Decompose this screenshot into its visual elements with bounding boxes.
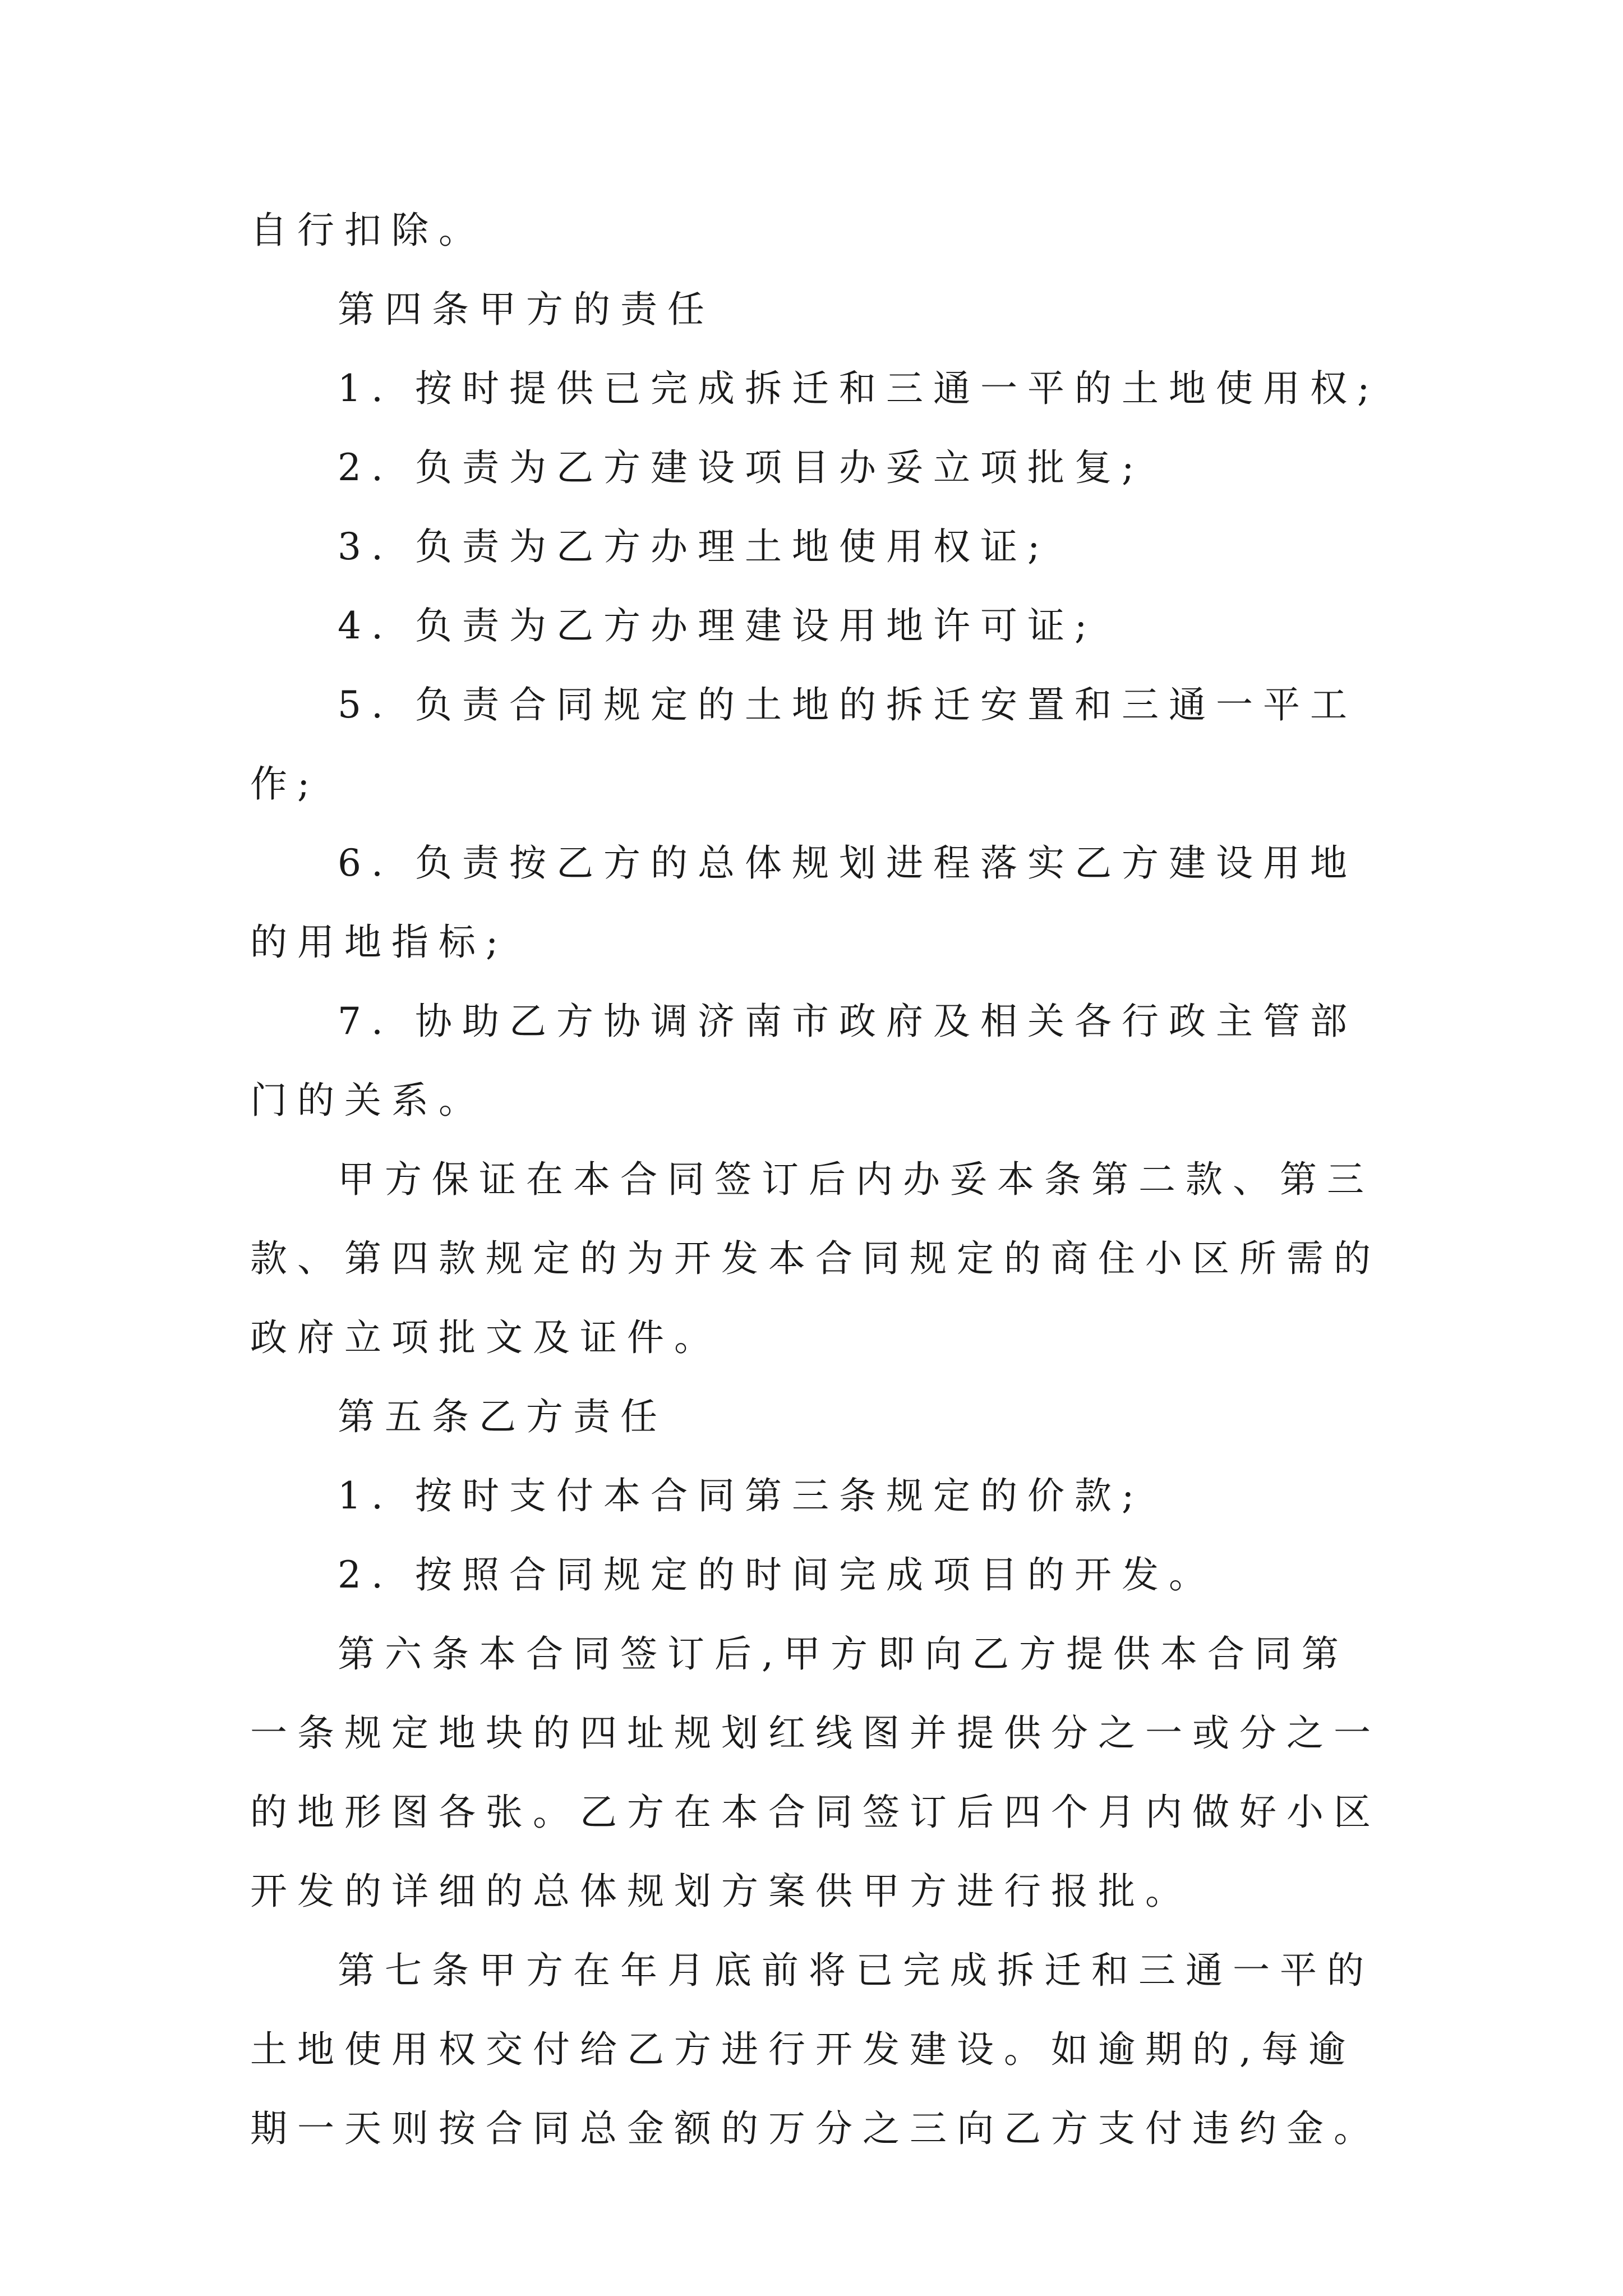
article-4-item-7: 7. 协助乙方协调济南市政府及相关各行政主管部门的关系。 bbox=[250, 1000, 1357, 1122]
article-5-item-1: 1. 按时支付本合同第三条规定的价款; bbox=[338, 1474, 1145, 1517]
article-4-item-4: 4. 负责为乙方办理建设用地许可证; bbox=[338, 604, 1098, 647]
article-5-heading: 第五条乙方责任 bbox=[338, 1395, 667, 1438]
article-4-guarantee: 甲方保证在本合同签订后内办妥本条第二款、第三款、第四款规定的为开发本合同规定的商住小区所需的政府立项批文及证件。 bbox=[250, 1158, 1381, 1359]
article-4-heading: 第四条甲方的责任 bbox=[338, 288, 714, 331]
article-4-item-1: 1. 按时提供已完成拆迁和三通一平的土地使用权; bbox=[338, 367, 1380, 410]
article-7: 第七条甲方在年月底前将已完成拆迁和三通一平的土地使用权交付给乙方进行开发建设。如逾期的,每逾期一天则按合同总金额的万分之三向乙方支付违约金。 bbox=[250, 1949, 1381, 2150]
article-4-item-5: 5. 负责合同规定的土地的拆迁安置和三通一平工作; bbox=[250, 683, 1357, 806]
document-body bbox=[250, 191, 1394, 2168]
article-6: 第六条本合同签订后,甲方即向乙方提供本合同第一条规定地块的四址规划红线图并提供分之一或分之一的地形图各张。乙方在本合同签订后四个月内做好小区开发的详细的总体规划方案供甲方进行报批。 bbox=[250, 1632, 1381, 1913]
article-4-item-2: 2. 负责为乙方建设项目办妥立项批复; bbox=[338, 446, 1145, 489]
article-4-item-6: 6. 负责按乙方的总体规划进程落实乙方建设用地的用地指标; bbox=[250, 841, 1357, 964]
paragraph-continuation: 自行扣除。 bbox=[250, 209, 486, 252]
article-4-item-3: 3. 负责为乙方办理土地使用权证; bbox=[338, 525, 1050, 568]
article-5-item-2: 2. 按照合同规定的时间完成项目的开发。 bbox=[338, 1553, 1216, 1596]
